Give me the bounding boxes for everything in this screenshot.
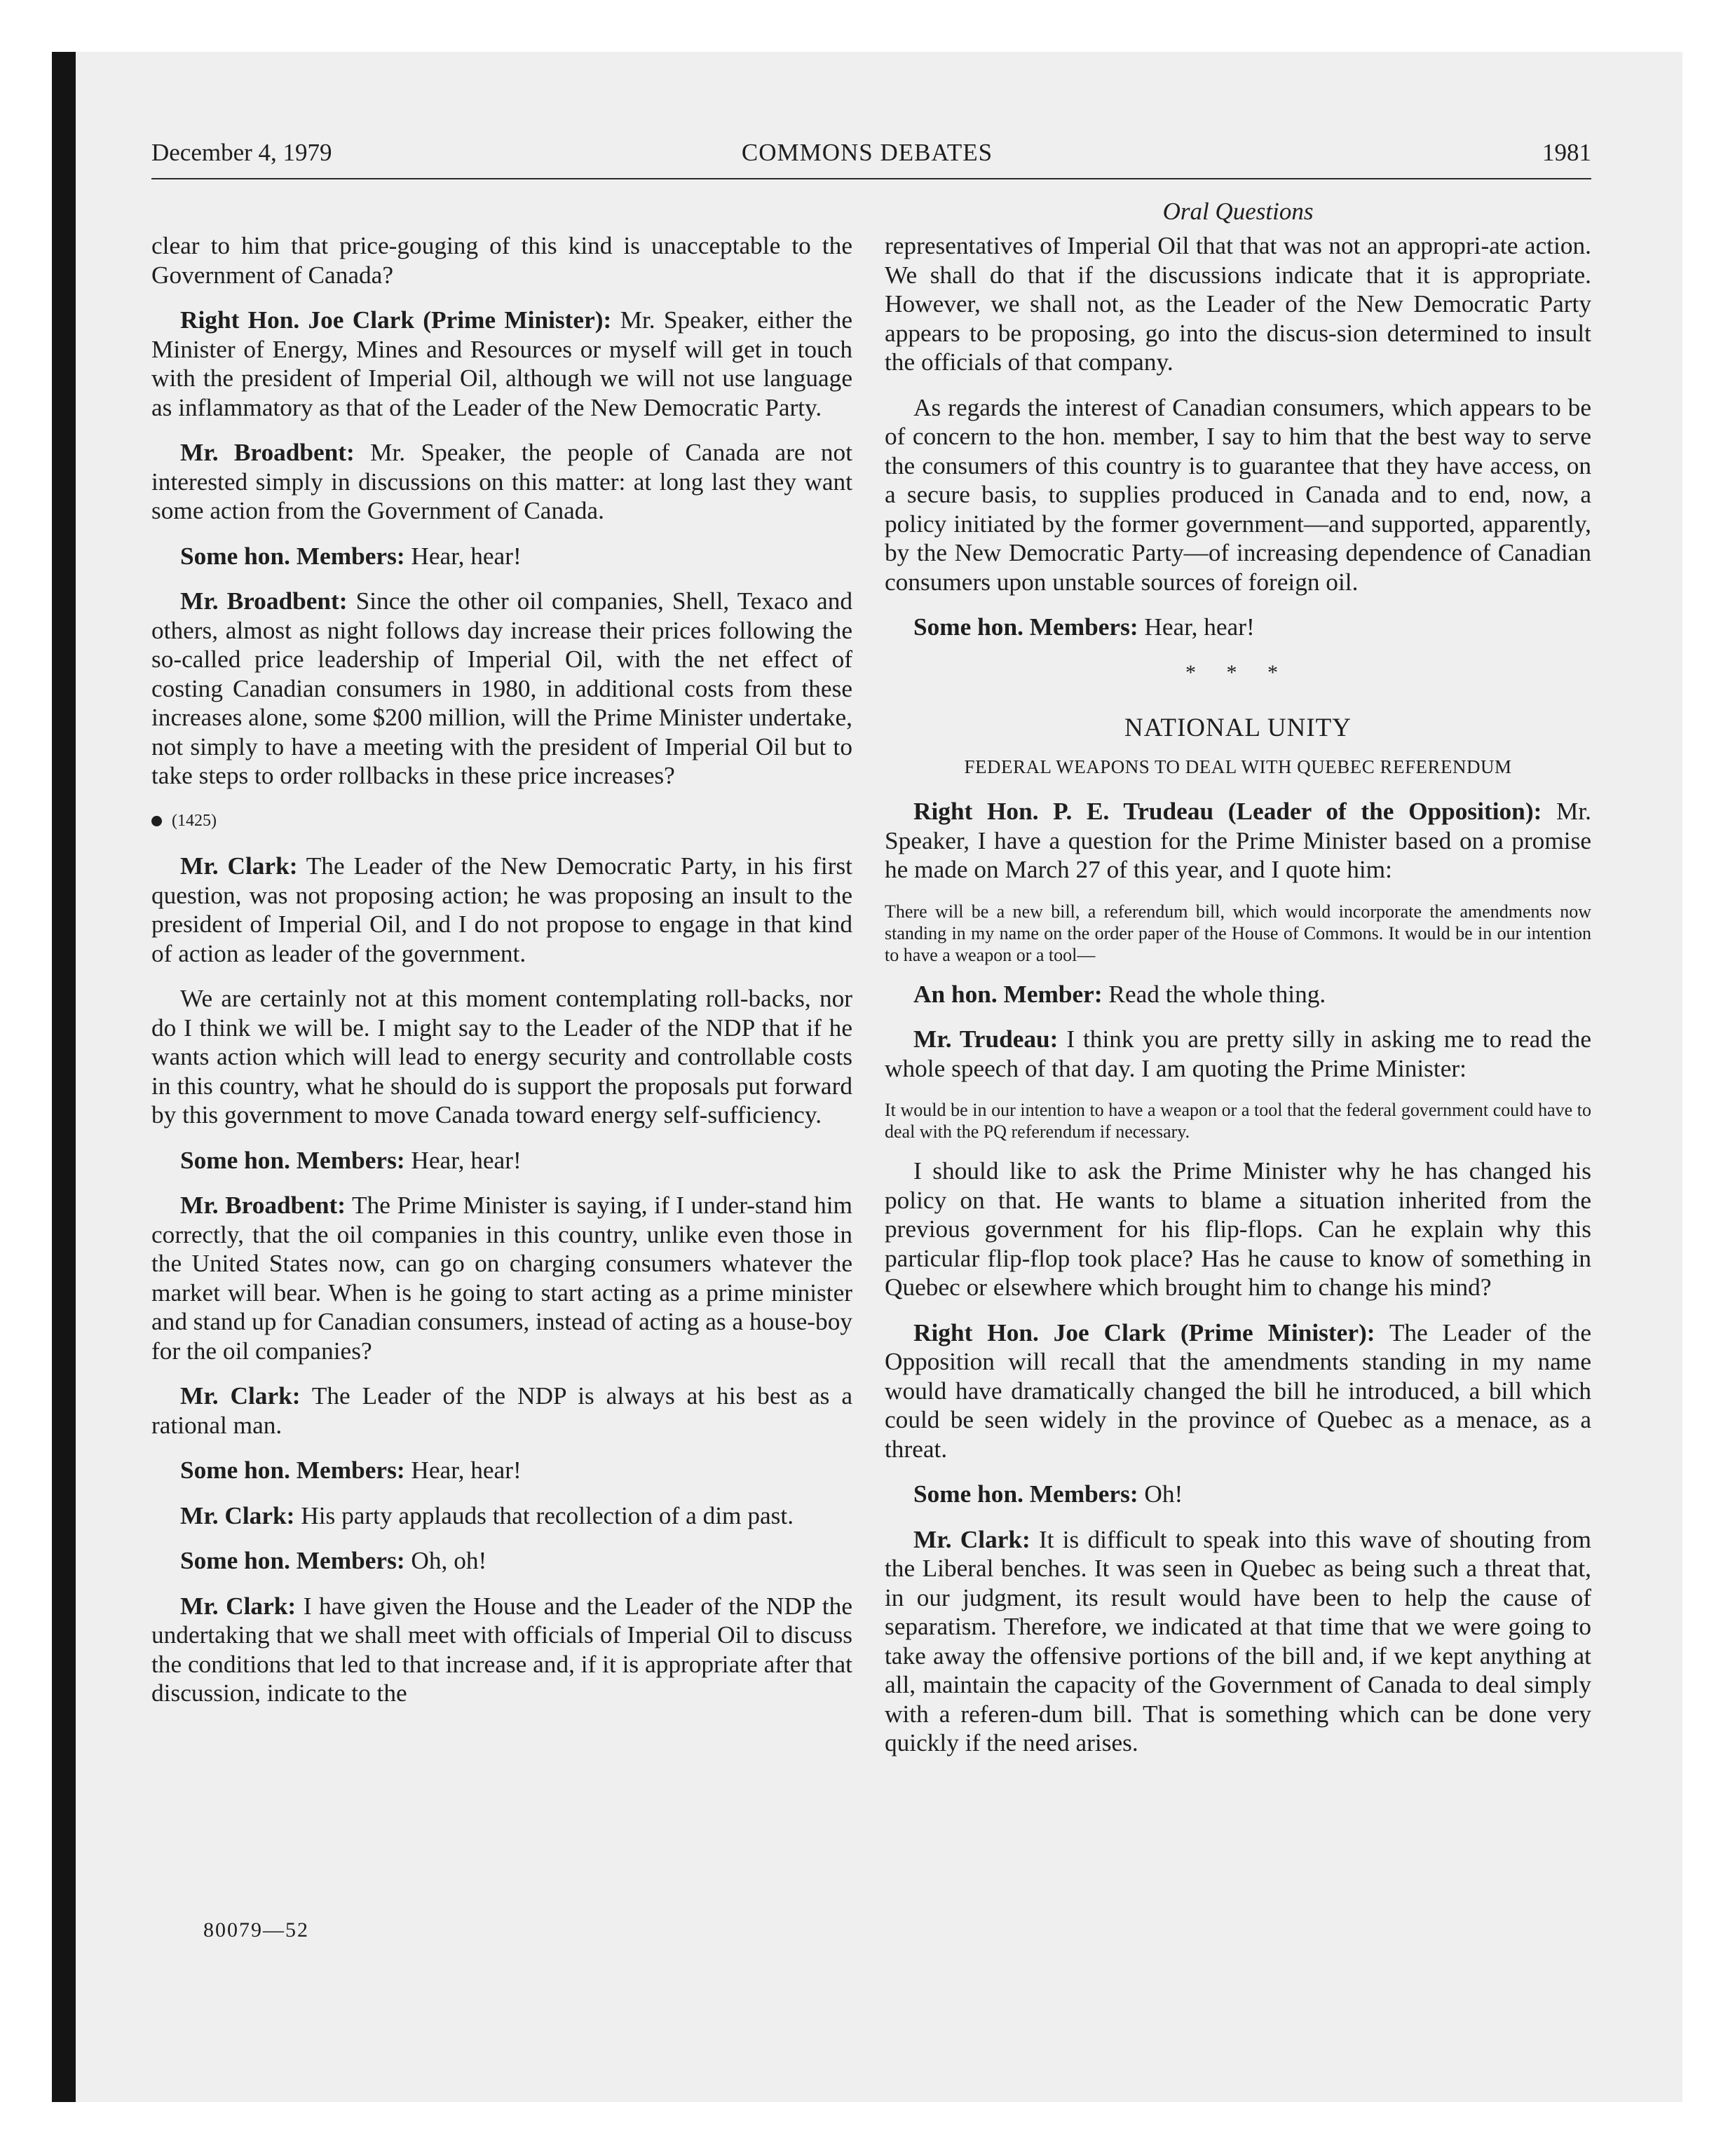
speech-text: Mr. Speaker, either the Minister of Energy, Mines and Resources or myself will get in touch with the president of Imperial Oil, although we will not use language as inflammatory as that of the Leader of the New Democratic Party.	[151, 306, 853, 421]
paragraph	[885, 1157, 1591, 1302]
header-rule	[151, 178, 1591, 179]
speech	[885, 797, 1591, 885]
speech-text: The Leader of the NDP is always at his best as a rational man.	[151, 1382, 852, 1439]
speech-text: I have given the House and the Leader of the NDP the undertaking that we shall meet with officials of Imperial Oil to discuss the conditions that led to that increase and, if it is appropriate after that discussion, indicate to the	[151, 1592, 852, 1707]
speech	[151, 438, 852, 526]
left-column	[151, 231, 852, 1724]
speech	[151, 1546, 852, 1576]
speaker-name: Mr. Clark:	[180, 852, 298, 880]
paragraph	[151, 984, 852, 1130]
section-label: Oral Questions	[1162, 198, 1314, 225]
paragraph	[151, 231, 852, 289]
speech-text: Mr. Speaker, I have a question for the Prime Minister based on a promise he made on March 27 of this year, and I quote him:	[885, 798, 1591, 883]
speech	[885, 1318, 1591, 1464]
speech-text: I think you are pretty silly in asking me to read the whole speech of that day. I am quoting the Prime Minister:	[885, 1025, 1591, 1082]
speaker-name: Mr. Clark:	[180, 1382, 301, 1410]
speech	[151, 1456, 852, 1485]
speaker-name: Mr. Trudeau:	[913, 1025, 1059, 1053]
speaker-name: Right Hon. P. E. Trudeau (Leader of the Opposition):	[913, 798, 1542, 825]
speech-text: Hear, hear!	[1138, 613, 1255, 641]
speech	[885, 980, 1591, 1009]
speech	[885, 1480, 1591, 1509]
time-marker	[151, 807, 852, 836]
speech-text: Since the other oil companies, Shell, Texaco and others, almost as night follows day increase their prices following the so-called price leadership of Imperial Oil, with the net effect of costing Canadian consumers in 1980, in additional costs from these increases alone, some $200 million, will the Prime Minister undertake, not simply to have a meeting with the president of Imperial Oil but to take steps to order rollbacks in these price increases?	[151, 587, 853, 789]
speaker-name: Mr. Clark:	[180, 1592, 297, 1620]
speaker-name: Some hon. Members:	[913, 613, 1138, 641]
block-quote: There will be a new bill, a referendum bill, which would incorporate the amendments now standing in my name on the order paper of the House of Commons. It would be in our intention to have a weapon or a tool—	[885, 901, 1591, 965]
speech-text: Oh, oh!	[404, 1547, 487, 1574]
paragraph-text: As regards the interest of Canadian consumers, which appears to be of concern to the hon. member, I say to him that the best way to serve the consumers of this country is to guarantee that they have access, on a secure basis, to supplies produced in Canada and to end, now, a policy initiated by the former government—and supported, apparently, by the New Democratic Party—of increasing dependence of Canadian consumers upon unstable sources of foreign oil.	[885, 393, 1591, 596]
speech-text: Oh!	[1138, 1480, 1183, 1508]
speaker-name: Some hon. Members:	[180, 1456, 405, 1484]
speech	[151, 1191, 852, 1365]
section-separator: * * *	[1185, 660, 1291, 684]
speech-text: The Leader of the Opposition will recall that the amendments standing in my name would have dramatically changed the bill he introduced, a bill which could be seen widely in the province of Quebec as a menace, as a threat.	[885, 1318, 1591, 1463]
paragraph-text: clear to him that price-gouging of this kind is unacceptable to the Government of Canada?	[151, 232, 852, 289]
speaker-name: Mr. Clark:	[913, 1525, 1030, 1553]
header-page-number: 1981	[1542, 139, 1591, 166]
speech	[151, 306, 852, 422]
bullet-icon	[151, 816, 162, 826]
paragraph	[885, 393, 1591, 597]
section-heading: NATIONAL UNITY	[1124, 714, 1352, 742]
speech-text: Hear, hear!	[404, 1146, 522, 1174]
speech-text: Mr. Speaker, the people of Canada are not interested simply in discussions on this matter: at long last they want some action from the Government of Canada.	[151, 439, 852, 524]
speaker-name: Mr. Clark:	[180, 1501, 295, 1529]
footer-code: 80079—52	[203, 1918, 309, 1942]
header-publication: COMMONS DEBATES	[741, 139, 993, 166]
section-subheading: FEDERAL WEAPONS TO DEAL WITH QUEBEC REFERENDUM	[964, 756, 1512, 777]
speech	[151, 1381, 852, 1440]
speech-text: The Leader of the New Democratic Party, in his first question, was not proposing action; he was proposing an insult to the president of Imperial Oil, and I do not propose to engage in that kind of action as leader of the government.	[151, 852, 852, 967]
speaker-name: Some hon. Members:	[180, 1547, 405, 1574]
speech-text: His party applauds that recollection of a dim past.	[294, 1501, 794, 1529]
speech-text: It is difficult to speak into this wave of shouting from the Liberal benches. It was seen in Quebec as being such a threat that, in our judgment, its result would have been to help the cause of separatism. Therefore, we indicated at that time that we were going to take away the offensive portions of the bill and, if we kept anything at all, maintain the capacity of the Government of Canada to deal simply with a referen-dum bill. That is something which can be done very quickly if the need arises.	[885, 1525, 1592, 1756]
speaker-name: Right Hon. Joe Clark (Prime Minister):	[913, 1318, 1375, 1346]
speaker-name: Some hon. Members:	[180, 1146, 405, 1174]
speech-text: Read the whole thing.	[1102, 980, 1326, 1008]
paragraph-text: representatives of Imperial Oil that that was not an appropri-ate action. We shall do that if the discussions indicate that it is appropriate. However, we shall not, as the Leader of the New Democratic Party appears to be proposing, go into the discus-sion determined to insult the officials of that company.	[885, 232, 1591, 376]
speaker-name: An hon. Member:	[913, 980, 1103, 1008]
header-date: December 4, 1979	[151, 139, 332, 166]
speech	[885, 1025, 1591, 1083]
speech	[151, 587, 852, 791]
speaker-name: Right Hon. Joe Clark (Prime Minister):	[180, 306, 612, 334]
speaker-name: Mr. Broadbent:	[180, 587, 348, 615]
speaker-name: Some hon. Members:	[180, 542, 405, 570]
speech	[885, 1525, 1591, 1758]
speech	[151, 542, 852, 571]
speech	[151, 1146, 852, 1175]
time-marker-text: (1425)	[172, 811, 217, 830]
speech	[151, 1501, 852, 1531]
speech-text: Hear, hear!	[404, 542, 522, 570]
speaker-name: Mr. Broadbent:	[180, 439, 355, 466]
right-column	[885, 231, 1591, 1774]
paragraph-text: I should like to ask the Prime Minister why he has changed his policy on that. He wants to blame a situation inherited from the previous government for his flip-flops. Can he explain why this particular flip-flop took place? Has he cause to know of something in Quebec or elsewhere which brought him to change his mind?	[885, 1157, 1591, 1301]
speech-text: Hear, hear!	[404, 1456, 522, 1484]
speech	[885, 613, 1591, 642]
speech	[151, 1592, 852, 1708]
block-quote: It would be in our intention to have a weapon or a tool that the federal government could have to deal with the PQ referendum if necessary.	[885, 1100, 1591, 1142]
speaker-name: Some hon. Members:	[913, 1480, 1138, 1508]
paragraph-text: We are certainly not at this moment contemplating roll-backs, nor do I think we will be. I might say to the Leader of the NDP that if he wants action which will lead to energy security and controllable costs in this country, what he should do is support the proposals put forward by this government to move Canada toward energy self-sufficiency.	[151, 985, 852, 1128]
scanned-page	[52, 52, 1682, 2102]
binding-edge	[52, 52, 76, 2102]
speech	[151, 852, 852, 968]
paragraph	[885, 231, 1591, 377]
speech-text: The Prime Minister is saying, if I under-stand him correctly, that the oil companies in this country, unlike even those in the United States now, can go on charging consumers whatever the market will bear. When is he going to start acting as a prime minister and stand up for Canadian consumers, instead of acting as a house-boy for the oil companies?	[151, 1192, 853, 1365]
speaker-name: Mr. Broadbent:	[180, 1192, 346, 1219]
